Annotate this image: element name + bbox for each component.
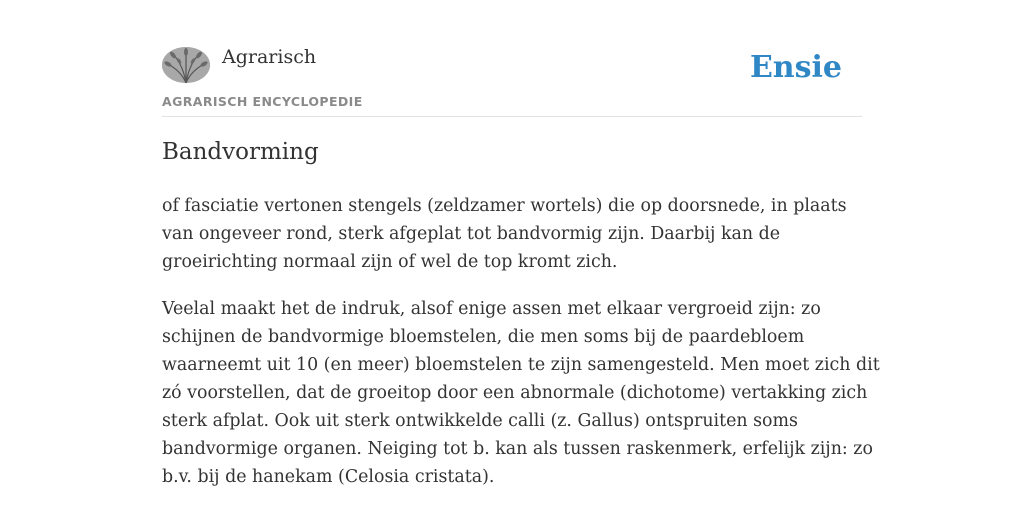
article-title: Bandvorming (162, 139, 319, 165)
text-line: b.v. bij de hanekam (Celosia cristata). (162, 467, 495, 487)
source-name[interactable]: Agrarisch (222, 46, 317, 68)
text-line: groeirichting normaal zijn of wel de top kromt zich. (162, 252, 618, 272)
text-line: bandvormige organen. Neiging tot b. kan als tussen raskenmerk, erfelijk zijn: zo (162, 439, 873, 459)
text-line: waarneemt uit 10 (en meer) bloemstelen te zijn samengesteld. Men moet zich dit (162, 355, 880, 375)
brand-logo[interactable]: Ensie (749, 50, 842, 85)
paragraph (162, 192, 862, 276)
article-body (162, 192, 880, 510)
text-line: sterk afplat. Ook uit sterk ontwikkelde calli (z. Gallus) ontspruiten soms (162, 411, 798, 431)
text-line: of fasciatie vertonen stengels (zeldzamer wortels) die op doorsnede, in plaats (162, 196, 847, 216)
text-line: van ongeveer rond, sterk afgeplat tot bandvormig zijn. Daarbij kan de (162, 224, 780, 244)
text-line: schijnen de bandvormige bloemstelen, die men soms bij de paardebloem (162, 327, 805, 347)
text-line: zó voorstellen, dat de groeitop door een abnormale (dichotome) vertakking zich (162, 383, 868, 403)
text-line: Veelal maakt het de indruk, alsof enige assen met elkaar vergroeid zijn: zo (162, 299, 821, 319)
wheat-icon[interactable] (162, 47, 210, 83)
source-caption: AGRARISCH ENCYCLOPEDIE (162, 94, 363, 109)
header (162, 44, 862, 117)
paragraph (162, 295, 880, 491)
